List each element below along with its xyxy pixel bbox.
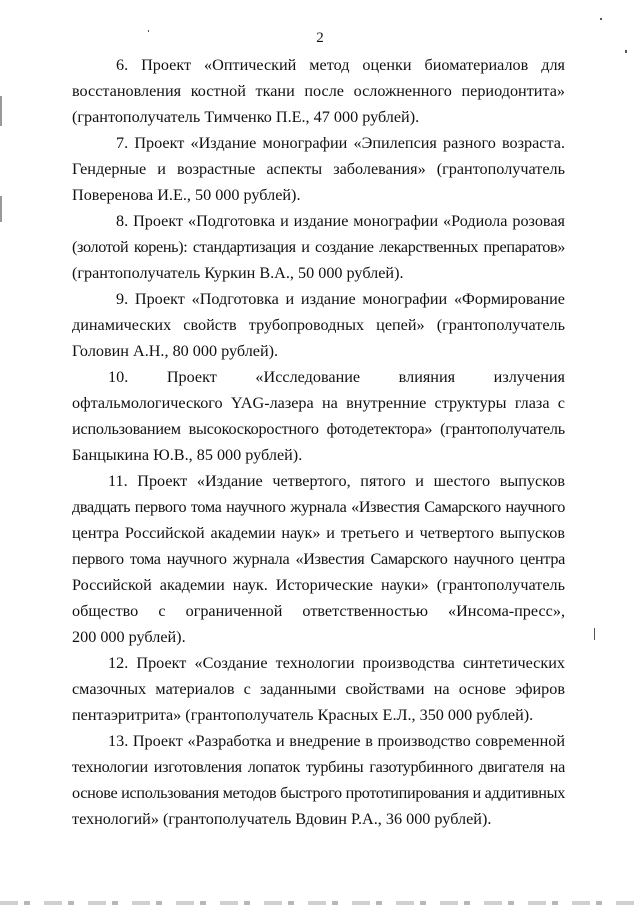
scan-speck — [594, 628, 595, 640]
text-line: динамических свойств трубопроводных цепей» (грантополучатель — [72, 316, 565, 334]
scan-edge-mark — [0, 96, 2, 126]
text-line: общество с ограниченной ответственностью «Инсома-пресс», — [72, 602, 565, 620]
paragraph-item-7 — [72, 130, 565, 208]
text-line: Российской академии наук. Исторические науки» (грантополучатель — [72, 576, 565, 594]
page-number: 2 — [316, 30, 324, 46]
text-line: двадцать первого тома научного журнала «Известия Самарского научного — [72, 498, 565, 516]
scan-bottom-edge — [0, 901, 640, 905]
text-line: 12. Проект «Создание технологии производства синтетических — [108, 654, 565, 672]
paragraph-item-8 — [72, 208, 565, 286]
text-line: 8. Проект «Подготовка и издание монографии «Родиола розовая — [116, 212, 565, 230]
paragraph-item-13 — [72, 728, 565, 832]
text-line: (грантополучатель Куркин В.А., 50 000 рублей). — [72, 264, 404, 282]
text-line: (грантополучатель Тимченко П.Е., 47 000 рублей). — [72, 108, 420, 126]
text-line: пентаэритрита» (грантополучатель Красных Е.Л., 350 000 рублей). — [72, 706, 534, 724]
paragraph-item-6 — [72, 52, 565, 130]
text-line: 10. Проект «Исследование влияния излучения — [108, 368, 565, 386]
text-line: использованием высокоскоростного фотодетектора» (грантополучатель — [72, 420, 565, 438]
text-line: восстановления костной ткани после осложненного периодонтита» — [72, 82, 565, 100]
text-line: основе использования методов быстрого прототипирования и аддитивных — [72, 784, 565, 802]
text-line: 9. Проект «Подготовка и издание монографии «Формирование — [116, 290, 565, 308]
text-line: 7. Проект «Издание монографии «Эпилепсия разного возраста. — [116, 134, 565, 152]
text-line: 11. Проект «Издание четвертого, пятого и шестого выпусков — [108, 472, 565, 490]
text-line: офтальмологического YAG-лазера на внутренние структуры глаза с — [72, 394, 565, 412]
text-line: технологий» (грантополучатель Вдовин Р.А., 36 000 рублей). — [72, 810, 492, 828]
paragraph-item-11 — [72, 468, 565, 650]
text-line: Головин А.Н., 80 000 рублей). — [72, 342, 279, 360]
scan-speck — [625, 50, 627, 53]
scan-edge-mark — [0, 196, 2, 222]
text-line: 6. Проект «Оптический метод оценки биоматериалов для — [116, 56, 565, 74]
text-line: (золотой корень): стандартизация и создание лекарственных препаратов» — [72, 238, 565, 256]
scan-speck — [600, 18, 602, 20]
text-line: 13. Проект «Разработка и внедрение в производство современной — [108, 732, 565, 750]
document-body — [72, 52, 565, 832]
text-line: смазочных материалов с заданными свойствами на основе эфиров — [72, 680, 565, 698]
text-line: Банцыкина Ю.В., 85 000 рублей). — [72, 446, 303, 464]
text-line: Поверенова И.Е., 50 000 рублей). — [72, 186, 301, 204]
text-line: Гендерные и возрастные аспекты заболевания» (грантополучатель — [72, 160, 565, 178]
paragraph-item-12 — [72, 650, 565, 728]
text-line: 200 000 рублей). — [72, 628, 186, 646]
paragraph-item-10 — [72, 364, 565, 468]
paragraph-item-9 — [72, 286, 565, 364]
text-line: первого тома научного журнала «Известия Самарского научного центра — [72, 550, 565, 568]
text-line: центра Российской академии наук» и третьего и четвертого выпусков — [72, 524, 565, 542]
text-line: технологии изготовления лопаток турбины газотурбинного двигателя на — [72, 758, 565, 776]
